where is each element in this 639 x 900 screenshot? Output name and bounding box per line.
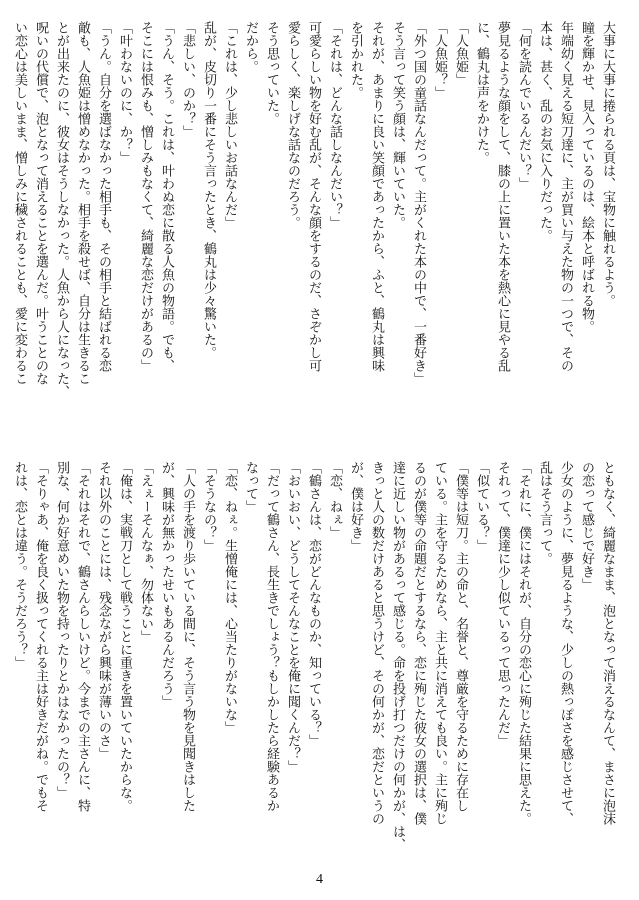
text-line: が、僕は好き」 <box>348 461 363 552</box>
text-line: 「だって鶴さん、長生きでしょう？もしかしたら経験あるか <box>264 461 279 812</box>
text-line: 少女のように、夢見るような、少しの熱っぽさを感じさせて、 <box>558 461 573 825</box>
text-line: 「僕等は短刀。主の命と、名誉と、尊厳を守るために存在し <box>453 461 468 812</box>
text-line: 「何を読んでいるんだい？」 <box>516 21 531 190</box>
text-line: るのが僕等の命題だとするなら、恋に殉じた彼女の選択は、僕 <box>411 461 426 825</box>
text-line: 「恋、ねぇ。生憎俺には、心当たりがないな」 <box>222 461 237 734</box>
text-line: 「恋、ねぇ」 <box>327 461 342 539</box>
text-line: 「それはそれで、鶴さんらしいけど。今までの主さんに、特 <box>75 461 90 812</box>
text-line: 「人の手を渡り歩いている間に、そう言う物を見聞きはした <box>180 461 195 812</box>
text-line: を引かれた。 <box>348 21 363 99</box>
text-line: そう言って笑う顔は、輝いていた。 <box>390 21 405 229</box>
text-line: ともなく、綺麗なまま、泡となって消えるなんて、まさに泡沫 <box>600 461 615 825</box>
text-line: とが出来たのに、彼女はそうしなかった。人魚から人になった、 <box>54 21 69 398</box>
text-line: 「そりゃあ、俺を良く扱ってくれる主は好きだがね。でもそ <box>33 461 48 812</box>
text-line: 「鶴さんは、恋がどんなものか、知っている？」 <box>306 461 321 747</box>
text-line: 「これは、少し悲しいお話なんだ」 <box>222 21 237 229</box>
text-line: そう思っていた。 <box>264 21 279 125</box>
text-line: 乱はそう言って。 <box>537 461 552 565</box>
text-line: そこには恨みも、憎しみもなくて、綺麗な恋だけがあるの」 <box>138 21 153 372</box>
text-line: 敵も、人魚姫は憎めなかった。相手を殺せば、自分は生きるこ <box>75 21 90 385</box>
text-line: 「えぇーそんなぁ、勿体ない」 <box>138 461 153 643</box>
text-block-bottom <box>12 461 618 861</box>
text-line: ている。主を守るためなら、主と共に消えても良い。主に殉じ <box>432 461 447 825</box>
text-line: 愛らしく、楽しげな話なのだろう。 <box>285 21 300 229</box>
text-line: それって、僕達に少し似ているって思ったんだ」 <box>495 461 510 747</box>
text-line: 呪いの代償で、泡となって消えることを選んだ。叶うことのな <box>33 21 48 385</box>
text-line: 瞳を輝かせ、見入っているのは、絵本と呼ばれる物。 <box>579 21 594 333</box>
text-line: なって」 <box>243 461 258 513</box>
text-line: 「そうなの？」 <box>201 461 216 552</box>
text-line: 大事に大事に捲られる頁は、宝物に触れるよう。 <box>600 21 615 307</box>
text-line: れは、恋とは違う。そうだろう？」 <box>12 461 27 669</box>
text-line: 「人魚姫」 <box>453 21 468 86</box>
text-line: 別な、何か好意めいた物を持ったりとかはなかったの？」 <box>54 461 69 799</box>
text-line: 「それに、僕にはそれが、自分の恋心に殉じた結果に思えた。 <box>516 461 531 825</box>
text-line: それ以外のことには、残念ながら興味が薄いのさ」 <box>96 461 111 760</box>
text-line: 「それは、どんな話しなんだい？」 <box>327 21 342 229</box>
text-line: 「似ている？」 <box>474 461 489 552</box>
text-line: 夢見るような顔をして、膝の上に置いた本を熱心に見やる乱 <box>495 21 510 372</box>
text-block-top <box>12 21 618 431</box>
text-line: が、興味が無かったせいもあるんだろう」 <box>159 461 174 708</box>
text-line: 「叶わないのに、か？」 <box>117 21 132 164</box>
text-line: 「俺は、実戦刀として戦うことに重きを置いていたからな。 <box>117 461 132 812</box>
text-line: 年端幼く見える短刀達に、主が買い与えた物の一つで、その <box>558 21 573 372</box>
text-line: い恋心は美しいまま、憎しみに穢されることも、愛に変わるこ <box>12 21 27 385</box>
text-line: 本は、甚く、乱のお気に入りだった。 <box>537 21 552 242</box>
page-number: 4 <box>316 872 323 887</box>
text-line: 「人魚姫？」 <box>432 21 447 99</box>
text-line: 可愛らしい物を好む乱が、そんな顔をするのだ、さぞかし可 <box>306 21 321 372</box>
text-line: 乱が、皮切り一番にそう言ったとき、鶴丸は少々驚いた。 <box>201 21 216 359</box>
text-line: だから。 <box>243 21 258 73</box>
text-line: 「おいおい、どうしてそんなことを俺に聞くんだ？」 <box>285 461 300 773</box>
text-line: 「悲しい、のか？」 <box>180 21 195 138</box>
text-line: それが、あまりに良い笑顔であったから、ふと、鶴丸は興味 <box>369 21 384 372</box>
text-line: 「外つ国の童話なんだって。主がくれた本の中で、一番好き」 <box>411 21 426 385</box>
text-line: きっと人の数だけあると思うけど、その何かが、恋だというの <box>369 461 384 825</box>
text-line: 達に近しい物があるって感じる。命を投げ打つだけの何かが、は、 <box>390 461 405 851</box>
text-line: に、鶴丸は声をかけた。 <box>474 21 489 164</box>
text-line: 「うん。自分を選ばなかった相手も、その相手と結ばれる恋 <box>96 21 111 372</box>
text-line: 「うん、そう。これは、叶わぬ恋に散る人魚の物語。でも、 <box>159 21 174 372</box>
text-line: の恋って感じで好き」 <box>579 461 594 591</box>
